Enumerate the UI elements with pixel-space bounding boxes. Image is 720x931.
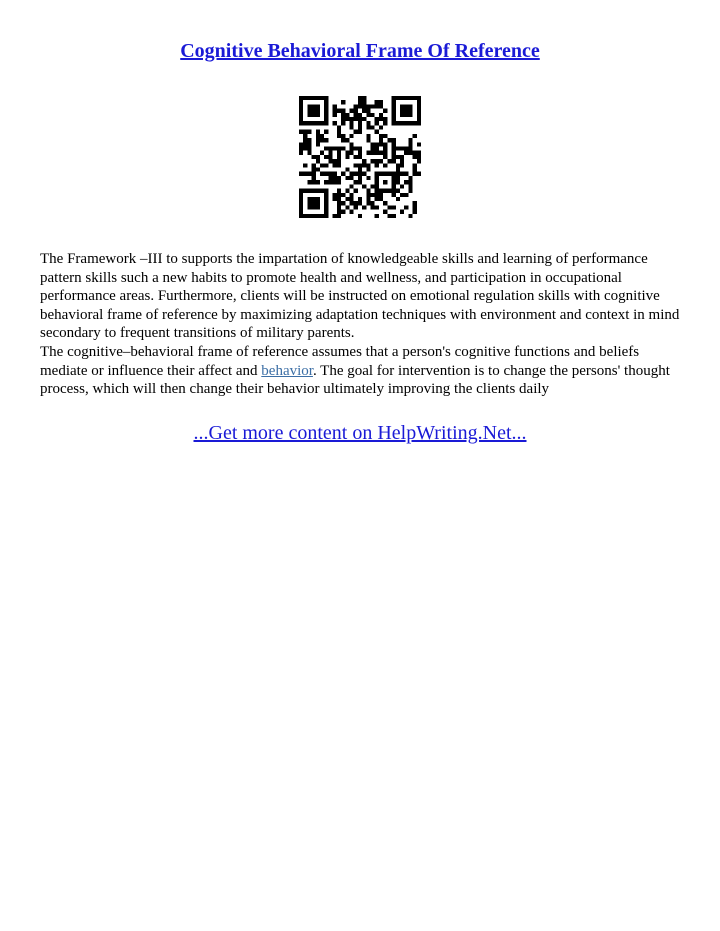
paragraph-2 bbox=[40, 343, 685, 399]
article-body bbox=[40, 250, 685, 399]
paragraph-2-text-end: . The goal for intervention is to change the persons' thought process, which will then change their behavior ultimately improving the clients daily bbox=[40, 362, 670, 398]
paragraph-1: The Framework –III to supports the impartation of knowledgeable skills and learning of performance pattern skills such a new habits to promote health and wellness, and participation in occupational performance areas. Furthermore, clients will be instructed on emotional regulation skills with cognitive behavioral frame of reference by maximizing adaptation techniques with environment and context in mind secondary to frequent transitions of military parents. bbox=[40, 251, 680, 342]
qr-code-icon bbox=[299, 96, 421, 218]
page-title-link[interactable]: Cognitive Behavioral Frame Of Reference bbox=[180, 40, 540, 62]
get-more-content-link[interactable]: ...Get more content on HelpWriting.Net... bbox=[193, 422, 527, 444]
paragraph-2-text-start: The cognitive–behavioral frame of reference assumes that a person's cognitive functions and beliefs mediate or influence their affect and bbox=[40, 343, 640, 379]
behavior-link[interactable]: behavior bbox=[261, 362, 313, 379]
